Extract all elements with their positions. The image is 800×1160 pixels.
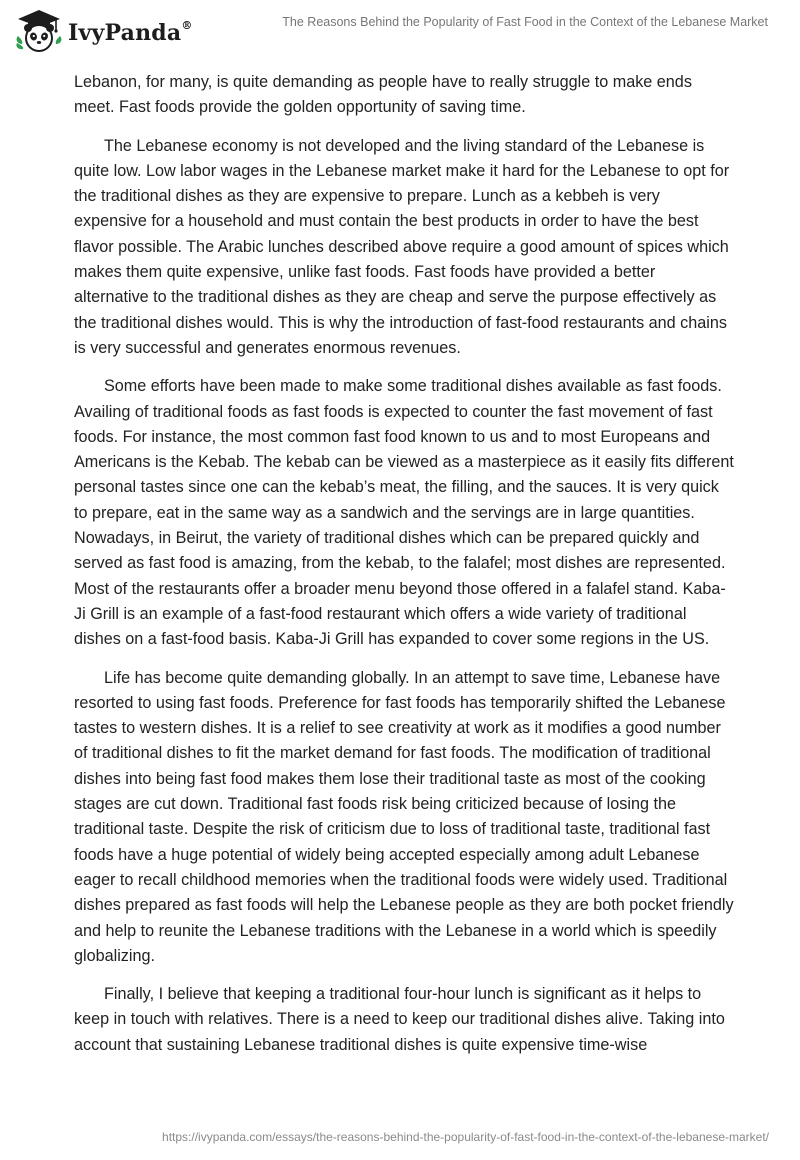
paragraph: Some efforts have been made to make some traditional dishes available as fast foods. Availing of traditional foods as fast foods is expected to counter the fast movement of fast foods. For instance, the most common fast food known to us and to most Europeans and Americans is the Kebab. The kebab can be viewed as a masterpiece as it easily fits different personal tastes since one can the kebab’s meat, the filling, and the sauces. It is very quick to prepare, eat in the same way as a sandwich and the servings are in large quantities. Nowadays, in Beirut, the variety of traditional dishes which can be prepared quickly and served as fast food is amazing, from the kebab, to the falafel; most dishes are represented. Most of the restaurants offer a broader menu beyond those offered in a falafel stand. Kaba-Ji Grill is an example of a fast-food restaurant which offers a wide variety of traditional dishes on a fast-food basis. Kaba-Ji Grill has expanded to cover some regions in the US.: [74, 377, 734, 649]
page-header: [0, 0, 800, 62]
source-url[interactable]: https://ivypanda.com/essays/the-reasons-behind-the-popularity-of-fast-food-in-the-context-of-the-lebanese-market/: [162, 1130, 769, 1144]
document-title: The Reasons Behind the Popularity of Fast Food in the Context of the Lebanese Market: [282, 15, 768, 29]
panda-graduate-icon: [14, 8, 64, 54]
paragraph: The Lebanese economy is not developed and the living standard of the Lebanese is quite low. Low labor wages in the Lebanese market make it hard for the Lebanese to opt for the traditional dishes as they are expensive to prepare. Lunch as a kebbeh is very expensive for a household and must contain the best products in order to have the best flavor possible. The Arabic lunches described above require a good amount of spices which makes them quite expensive, unlike fast foods. Fast foods have provided a better alternative to the traditional dishes as they are cheap and serve the purpose effectively as the traditional dishes would. This is why the introduction of fast-food restaurants and chains is very successful and generates enormous revenues.: [74, 136, 730, 357]
paragraph: Finally, I believe that keeping a traditional four-hour lunch is significant as it helps to keep in touch with relatives. There is a need to keep our traditional dishes alive. Taking into account that sustaining Lebanese traditional dishes is quite expensive time-wise: [74, 985, 725, 1054]
paragraph: Life has become quite demanding globally. In an attempt to save time, Lebanese have resorted to using fast foods. Preference for fast foods has temporarily shifted the Lebanese tastes to western dishes. It is a relief to see creativity at work as it modifies a good number of traditional dishes to fit the market demand for fast foods. The modification of traditional dishes into being fast food makes them lose their traditional taste as most of the cooking stages are cut down. Traditional fast foods risk being criticized because of losing the traditional taste. Despite the risk of criticism due to loss of traditional taste, traditional fast foods have a huge potential of widely being accepted especially among adult Lebanese eager to recall childhood memories when the traditional foods were widely used. Traditional dishes prepared as fast foods will help the Lebanese people as they are both pocket friendly and help to reunite the Lebanese traditions with the Lebanese in a world which is speedily globalizing.: [74, 668, 734, 965]
essay-body: [74, 70, 734, 1071]
brand-name: IvyPanda®: [68, 18, 193, 46]
ivypanda-logo[interactable]: [14, 8, 193, 54]
paragraph: Lebanon, for many, is quite demanding as people have to really struggle to make ends meet. Fast foods provide the golden opportunity of saving time.: [74, 73, 692, 117]
